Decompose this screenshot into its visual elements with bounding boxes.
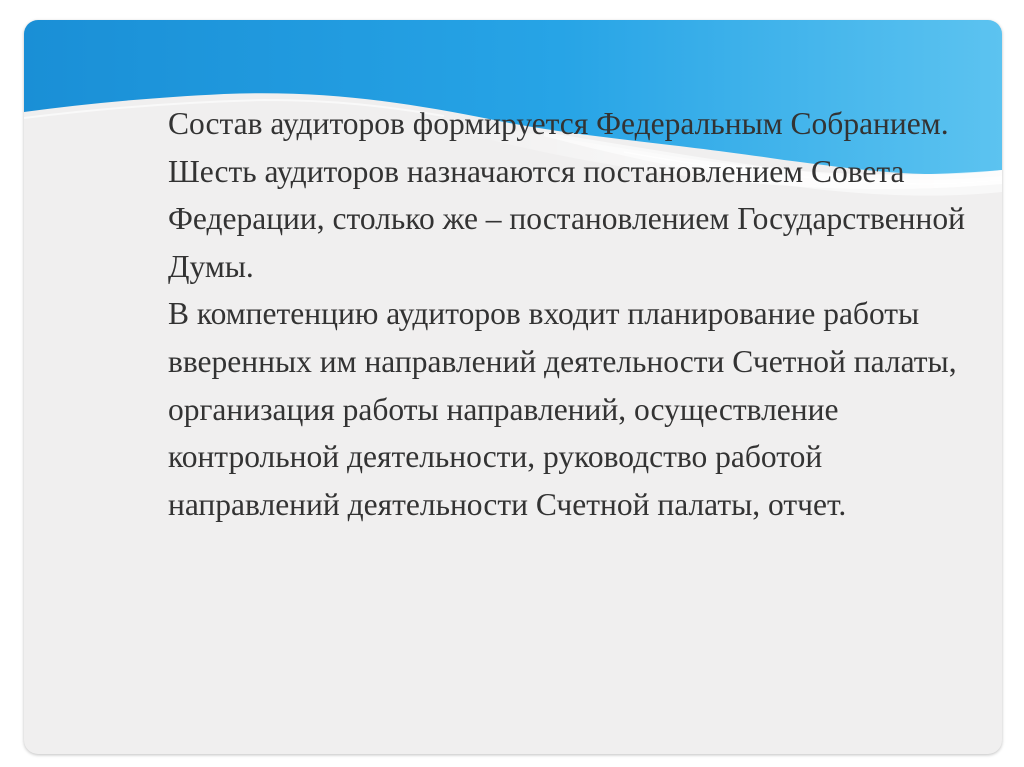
slide bbox=[24, 20, 1002, 754]
paragraph-auditors-competence: В компетенцию аудиторов входит планирование работы вверенных им направлений деятельности Счетной палаты, организация работы направлений, осуществление контрольной деятельности, руководство работой направлений деятельности Счетной палаты, отчет. bbox=[168, 296, 957, 522]
slide-body-text bbox=[168, 100, 988, 528]
paragraph-auditors-formation: Состав аудиторов формируется Федеральным Собранием. bbox=[168, 106, 949, 141]
paragraph-auditors-appointment: Шесть аудиторов назначаются постановлением Совета Федерации, столько же – постановлением Государственной Думы. bbox=[168, 153, 966, 284]
